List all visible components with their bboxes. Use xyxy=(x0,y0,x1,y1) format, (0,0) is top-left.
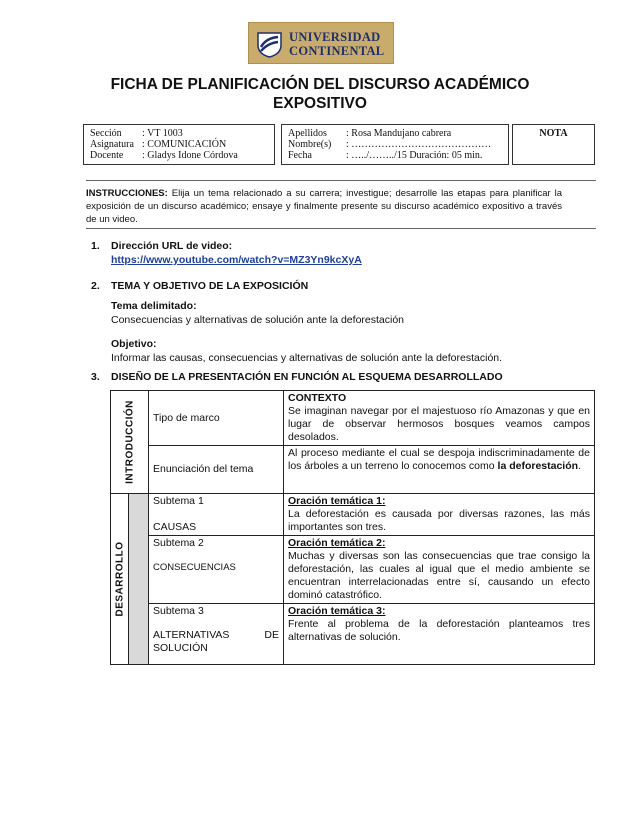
section-title: Dirección URL de video: xyxy=(111,240,233,252)
course-info-box xyxy=(83,124,275,165)
contexto-title: CONTEXTO xyxy=(288,392,347,404)
table-row xyxy=(111,494,595,536)
info-row-seccion xyxy=(90,128,274,139)
enunciacion-label-cell xyxy=(149,446,284,494)
info-value: : Rosa Mandujano cabrera xyxy=(346,128,452,139)
info-label: Nombre(s) xyxy=(288,139,332,150)
subtema-2-cell xyxy=(149,536,284,604)
oracion-3-cell xyxy=(284,604,595,665)
tema-text: Consecuencias y alternativas de solución ante la deforestación xyxy=(111,314,405,326)
desarrollo-shade-cell xyxy=(129,494,149,665)
desarrollo-cell xyxy=(111,494,129,665)
objetivo-label: Objetivo: xyxy=(111,338,157,350)
subtema-1-cell xyxy=(149,494,284,536)
table-row xyxy=(111,604,595,665)
logo-line-1: UNIVERSIDAD xyxy=(289,30,381,44)
oracion-1-cell xyxy=(284,494,595,536)
logo-line-2: CONTINENTAL xyxy=(289,44,385,58)
info-value: : …../……../15 Duración: 05 min. xyxy=(346,150,483,161)
oracion-title: Oración temática 3: xyxy=(288,605,386,617)
university-logo xyxy=(248,22,394,64)
subtema-name: Subtema 1 xyxy=(153,495,204,507)
subtema-name: Subtema 3 xyxy=(153,605,204,617)
design-table xyxy=(110,390,595,665)
oracion-title: Oración temática 1: xyxy=(288,495,386,507)
page-title xyxy=(80,75,560,113)
section-number: 2. xyxy=(91,280,100,292)
title-line-2: EXPOSITIVO xyxy=(273,95,367,112)
info-row-nombres xyxy=(288,139,508,150)
instructions-label: INSTRUCCIONES: xyxy=(86,188,168,199)
enunciacion-end: . xyxy=(578,460,581,472)
intro-cell xyxy=(111,391,149,494)
subtema-detail: ALTERNATIVAS DE SOLUCIÓN xyxy=(153,629,279,654)
info-value: : Gladys Idone Córdova xyxy=(142,150,238,161)
university-shield-icon xyxy=(256,30,283,58)
table-row xyxy=(111,536,595,604)
info-label: Asignatura xyxy=(90,139,134,150)
info-label: Sección xyxy=(90,128,122,139)
desarrollo-label: DESARROLLO xyxy=(114,541,125,617)
subtema-name: Subtema 2 xyxy=(153,537,204,549)
enunciacion-cell xyxy=(284,446,595,494)
instructions xyxy=(86,187,562,226)
oracion-2-cell xyxy=(284,536,595,604)
contexto-text: Se imaginan navegar por el majestuoso río Amazonas y que en lugar de observar hermosos bosques veamos campos desolados. xyxy=(288,405,590,443)
oracion-text: La deforestación es causada por diversas razones, las más importantes son tres. xyxy=(288,508,590,533)
enunciacion-label: Enunciación del tema xyxy=(153,463,254,475)
info-row-apellidos xyxy=(288,128,508,139)
info-label: Docente xyxy=(90,150,124,161)
enunciacion-bold: la deforestación xyxy=(497,460,579,472)
intro-label: INTRODUCCIÓN xyxy=(124,400,135,484)
section-number: 3. xyxy=(91,371,100,383)
video-url xyxy=(111,254,362,266)
oracion-text: Muchas y diversas son las consecuencias que trae consigo la deforestación, las cuales al igual que el medio ambiente se encuentran interrelacionadas entre sí, causando un efecto dominó catastrófico. xyxy=(288,550,590,601)
table-row xyxy=(111,446,595,494)
info-value: : COMUNICACIÓN xyxy=(142,139,227,150)
student-info-box xyxy=(281,124,509,165)
nota-box xyxy=(512,124,595,165)
divider-bottom xyxy=(86,228,596,229)
instructions-text: Elija un tema relacionado a su carrera; investigue; desarrolle las etapas para planificar la exposición de un discurso académico; ensaye y finalmente presente su discurso académico expositivo a través de un video. xyxy=(86,188,562,225)
subtema-3-cell xyxy=(149,604,284,665)
marco-label-cell xyxy=(149,391,284,446)
section-title: DISEÑO DE LA PRESENTACIÓN EN FUNCIÓN AL ESQUEMA DESARROLLADO xyxy=(111,371,503,383)
subtema-detail: CONSECUENCIAS xyxy=(153,562,236,573)
video-url-link[interactable]: https://www.youtube.com/watch?v=MZ3Yn9kcXyA xyxy=(111,254,362,266)
oracion-text: Frente al problema de la deforestación planteamos tres alternativas de solución. xyxy=(288,618,590,643)
subtema-detail: CAUSAS xyxy=(153,521,197,533)
info-value: : VT 1003 xyxy=(142,128,183,139)
title-line-1: FICHA DE PLANIFICACIÓN DEL DISCURSO ACADÉMICO xyxy=(110,76,530,93)
oracion-title: Oración temática 2: xyxy=(288,537,386,549)
marco-label: Tipo de marco xyxy=(153,411,220,424)
objetivo-text: Informar las causas, consecuencias y alternativas de solución ante la deforestación. xyxy=(111,352,503,364)
info-row-docente xyxy=(90,150,274,161)
nota-label: NOTA xyxy=(539,128,568,139)
table-row xyxy=(111,391,595,446)
tema-label: Tema delimitado: xyxy=(111,300,197,312)
section-title: TEMA Y OBJETIVO DE LA EXPOSICIÓN xyxy=(111,280,309,292)
info-row-fecha xyxy=(288,150,508,161)
info-label: Fecha xyxy=(288,150,312,161)
info-value: : …………………………………… xyxy=(346,139,492,150)
contexto-cell xyxy=(284,391,595,446)
info-label: Apellidos xyxy=(288,128,327,139)
info-row-asignatura xyxy=(90,139,274,150)
divider-top xyxy=(86,180,596,181)
section-number: 1. xyxy=(91,240,100,252)
enunciacion-text: Al proceso mediante el cual se despoja indiscriminadamente de los árboles a un terreno lo conocemos como xyxy=(288,447,590,472)
